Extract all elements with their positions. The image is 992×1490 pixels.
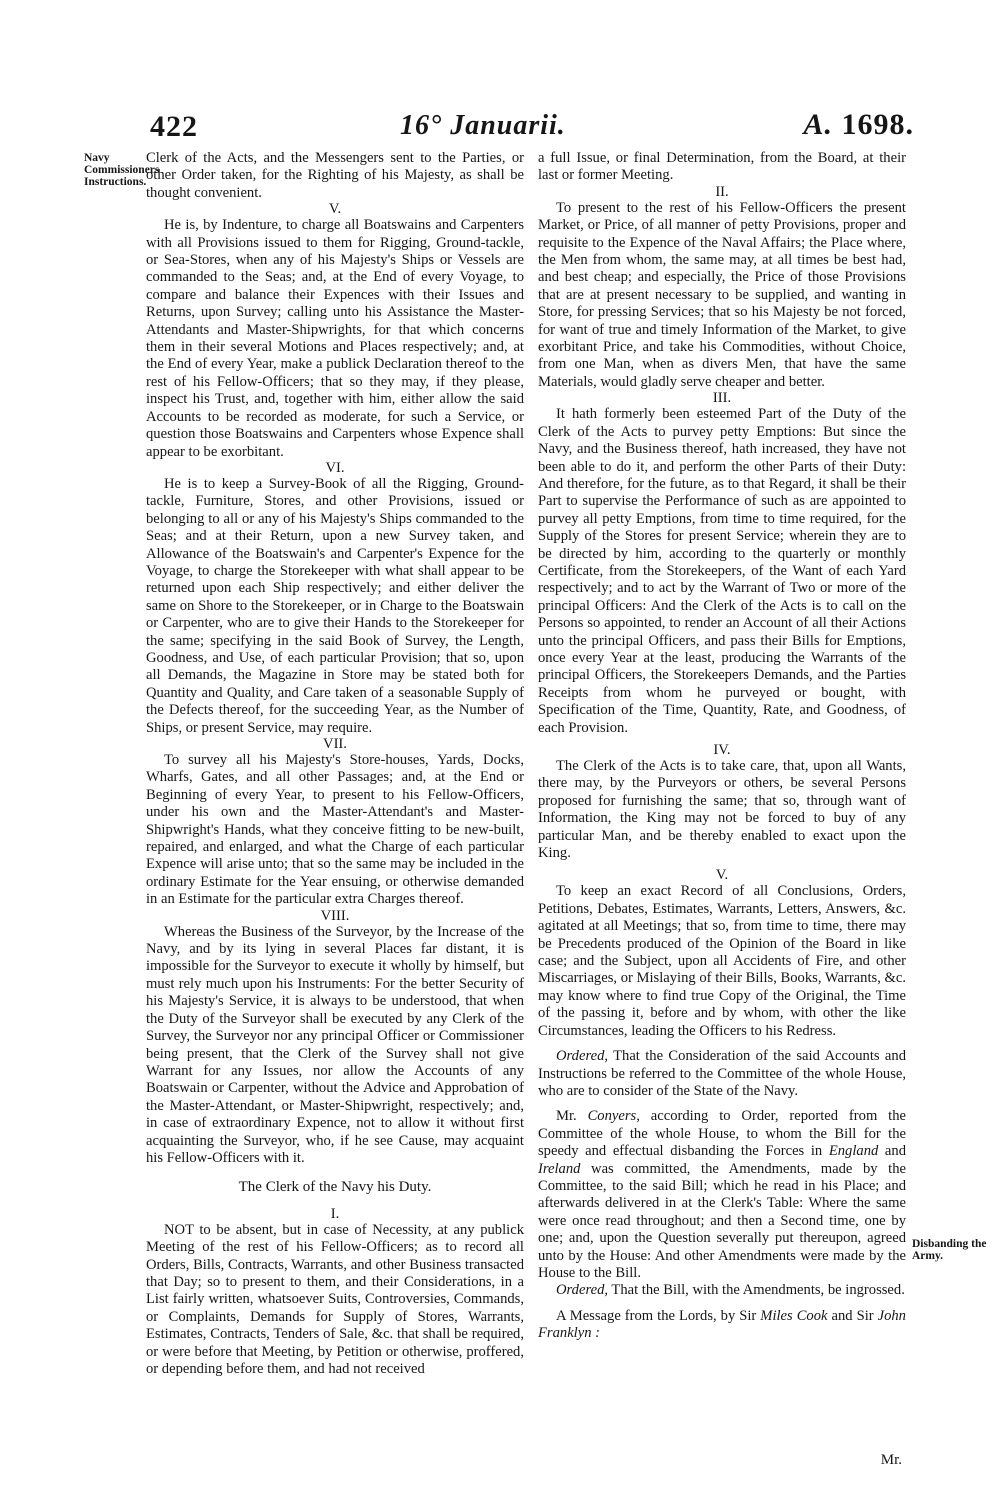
section-number-viii: VIII. [320, 907, 350, 924]
year-value: 1698. [841, 108, 914, 141]
conyers-text-1: , according to Order, reported from the Committee of the whole House, to whom the Bill for the speedy and effectual disbanding the Forces in [538, 1108, 907, 1160]
paragraph-section-vi: He is to keep a Survey-Book of all the Rigging, Ground-tackle, Furniture, Stores, and other Provisions, issued or belonging to all or any of his Majesty's Ships commanded to the Seas; and at their Return, upon a new Survey taken, and Allowance of the Boatswain's and Carpenter's Expence for the Voyage, to charge the Storekeeper with what shall appear to be returned upon each Ship respectively; and either deliver the same on Shore to the Storekeeper, or in Charge to the Boatswain or Carpenter, who are to give their Hands to the Storekeeper for the same; specifying in the said Book of Survey, the Length, Goodness, and Use, of each particular Provision; that so, upon all Demands, the Magazine in Store may be stated both for Quantity and Quality, and Care taken of a seasonable Supply of the Defects thereof, for the succeeding Year, as the Number of Ships, or present Service, may require. [146, 475, 524, 736]
section-number-v: V. [328, 201, 342, 218]
section-number-v: V. [715, 867, 729, 884]
place-ireland: Ireland [538, 1160, 581, 1177]
section-number-ii: II. [715, 183, 729, 200]
margin-note-disbanding-army: Disbanding the Army. [912, 1238, 987, 1263]
conyers-and: and [878, 1143, 906, 1160]
paragraph-continued: a full Issue, or final Determination, from the Board, at their last or former Meeting. [538, 150, 906, 184]
name-conyers: Conyers [587, 1108, 637, 1125]
message-and: and Sir [827, 1307, 878, 1324]
paragraph-section-i: NOT to be absent, but in case of Necessity, at any publick Meeting of the rest of his Fellow-Officers; as to record all Orders, Bills, Contracts, Warrants, and other Business transacted that Day; so to present to them, and their Considerations, in a List fairly written, whatsoever Suits, Controversies, Commands, or Complaints, Demands for Supply of Stores, Warrants, Estimates, Contracts, Tenders of Sale, &c. that shall be required, or were before that Meeting, by Petition or otherwise, proffered, or depending before them, and had not received [146, 1221, 524, 1377]
ordered-text: That the Bill, with the Amendments, be ingrossed. [608, 1282, 905, 1299]
paragraph-continued: Clerk of the Acts, and the Messengers sent to the Parties, or other Order taken, for the Righting of his Majesty, as shall be thought convenient. [146, 150, 524, 201]
section-number-i: I. [330, 1205, 340, 1222]
section-number-iv: IV. [713, 742, 731, 758]
left-column [146, 150, 524, 1378]
section-heading-clerk-of-navy: The Clerk of the Navy his Duty. [238, 1179, 432, 1196]
conyers-prefix: Mr. [556, 1108, 588, 1125]
ordered-text: That the Consideration of the said Accounts and Instructions be referred to the Committee of the whole House, who are to consider of the State of the Navy. [538, 1048, 906, 1099]
section-number-vii: VII. [323, 736, 347, 752]
ordered-label: Ordered, [556, 1282, 609, 1299]
year-prefix: A. [803, 108, 833, 141]
conyers-text-2: was committed, the Amendments, made by the Committee, to the said Bill; which he read in his Place; and afterwards delivered in at the Clerk's Table: Where the same were once read throughout; and then a Second time, one by one; and, upon the Question severally put thereupon, agreed unto by the House: And other Amendments were made by the House to the Bill. [538, 1160, 906, 1281]
name-miles-cook: Miles Cook [760, 1307, 828, 1324]
paragraph-section-v: He is, by Indenture, to charge all Boatswains and Carpenters with all Provisions issued to them for Rigging, Ground-tackle, or Sea-Stores, when any of his Majesty's Ships or Vessels are commanded to the Seas; and, at the End of every Voyage, to compare and balance their Expences with their Issues and Returns, upon Survey; calling unto his Assistance the Master-Attendants and Master-Shipwrights, for that which concerns them in their several Motions and Places respectively; and, at the End of every Year, make a publick Declaration thereof to the rest of his Fellow-Officers; that so they may, if they please, inspect his Trust, and, together with him, either allow the said Accounts to be recorded as moderate, for such a Service, or question those Boatswains and Carpenters whose Expence shall appear to be exorbitant. [146, 217, 524, 460]
page-year-header [803, 108, 914, 142]
page-date-header: 16° Januarii. [400, 110, 566, 141]
paragraph-conyers-report [538, 1108, 906, 1282]
paragraph-ordered-ingrossed [538, 1282, 906, 1299]
paragraph-section-ii: To present to the rest of his Fellow-Officers the present Market, or Price, of all manner of petty Provisions, proper and requisite to the Expence of the Naval Affairs; the Place where, the Men from whom, the same may, at all times be best had, and best cheap; and especially, the Price of those Provisions that are at present necessary to be supplied, and wanting in Store, for pressing Services; that so his Majesty be not forced, for want of true and timely Information of the Market, to give exorbitant Price, and take his Commodities, without Choice, from one Man, when as divers Men, that have the same Materials, would gladly serve cheaper and better. [538, 199, 906, 390]
place-england: England [828, 1143, 879, 1160]
section-number-vi: VI. [325, 459, 345, 476]
paragraph-section-viii: Whereas the Business of the Surveyor, by the Increase of the Navy, and by its lying in several Places far distant, it is impossible for the Surveyor to execute it wholly by himself, but must rely much upon his Instruments: For the better Security of his Majesty's Service, it is always to be understood, that when the Duty of the Surveyor shall be executed by any Clerk of the Survey, the Surveyor nor any principal Officer or Commissioner being present, that the Clerk of the Survey shall not give Warrant for any Issues, nor allow the Accounts of any Boatswain or Carpenter, without the Advice and Approbation of the Master-Attendant, or Master-Shipwright, respectively; and, in case of extraordinary Expence, not to allow it without first acquainting the Surveyor, who, if he see Cause, may acquaint his Fellow-Officers with it. [146, 923, 524, 1166]
paragraph-section-v: To keep an exact Record of all Conclusions, Orders, Petitions, Debates, Estimates, Warrants, Letters, Answers, &c. agitated at all Meetings; that so, from time to time, there may be Precedents produced of the Opinion of the Board in like case; and the Subject, upon all Accidents of Fire, and other Miscarriages, or Mislaying of their Bills, Books, Warrants, &c. may know where to find true Copy of the Original, the Time of the passing it, before and by whom, with other the like Circumstances, leading the Officers to his Redress. [538, 883, 906, 1039]
paragraph-section-iii: It hath formerly been esteemed Part of the Duty of the Clerk of the Acts to purvey petty Emptions: But since the Navy, and the Business thereof, hath increased, they have not been able to do it, and perform the other Parts of their Duty: And therefore, for the future, as to that Regard, it shall be their Part to supervise the Performance of such as are appointed to purvey all petty Emptions, from time to time required, for the Supply of the Stores for present Service; wherein they are to be directed by him, according to the quarterly or monthly Certificate, from the Storekeepers, of the Want of each Yard respectively; and to act by the Warrant of Two or more of the principal Officers: And the Clerk of the Acts is to call on the Persons so appointed, to render an Account of all their Actions unto the principal Officers, and pass their Bills for Emptions, once every Year at the least, producing the Warrants of the principal Officers, the Storekeepers Demands, and the Parties Receipts from whom he purveyed or bought, with Specification of the Time, Quantity, Rate, and Goodness, of each Provision. [538, 406, 906, 736]
message-prefix: A Message from the Lords, by Sir [556, 1307, 761, 1324]
paragraph-lords-message [538, 1308, 906, 1343]
ordered-label: Ordered, [556, 1048, 609, 1065]
margin-note-navy-commissioners: Navy Commissioners Instructions. [84, 152, 160, 189]
page-number: 422 [150, 110, 198, 143]
catchword: Mr. [880, 1452, 902, 1468]
name-john-franklyn: John Franklyn : [538, 1307, 906, 1342]
paragraph-section-iv: The Clerk of the Acts is to take care, that, upon all Wants, there may, by the Purveyors or others, be several Persons proposed for furnishing the same; that so, through want of Information, the King may not be forced to buy of any particular Man, and be thereby enabled to exact upon the King. [538, 758, 906, 862]
section-number-iii: III. [712, 390, 732, 407]
paragraph-ordered-accounts [538, 1048, 906, 1100]
right-column [538, 150, 906, 1343]
paragraph-section-vii: To survey all his Majesty's Store-houses, Yards, Docks, Wharfs, Gates, and all other Passages; and, at the End or Beginning of every Year, to present to his Fellow-Officers, under his own and the Master-Attendant's and Master-Shipwright's Hands, what they conceive fitting to be new-built, repaired, and enlarged, and what the Charge of each particular Expence will arise unto; that so the same may be included in the ordinary Estimate for the Year ensuing, or otherwise demanded in an Estimate for the particular extra Charges thereof. [146, 752, 524, 908]
